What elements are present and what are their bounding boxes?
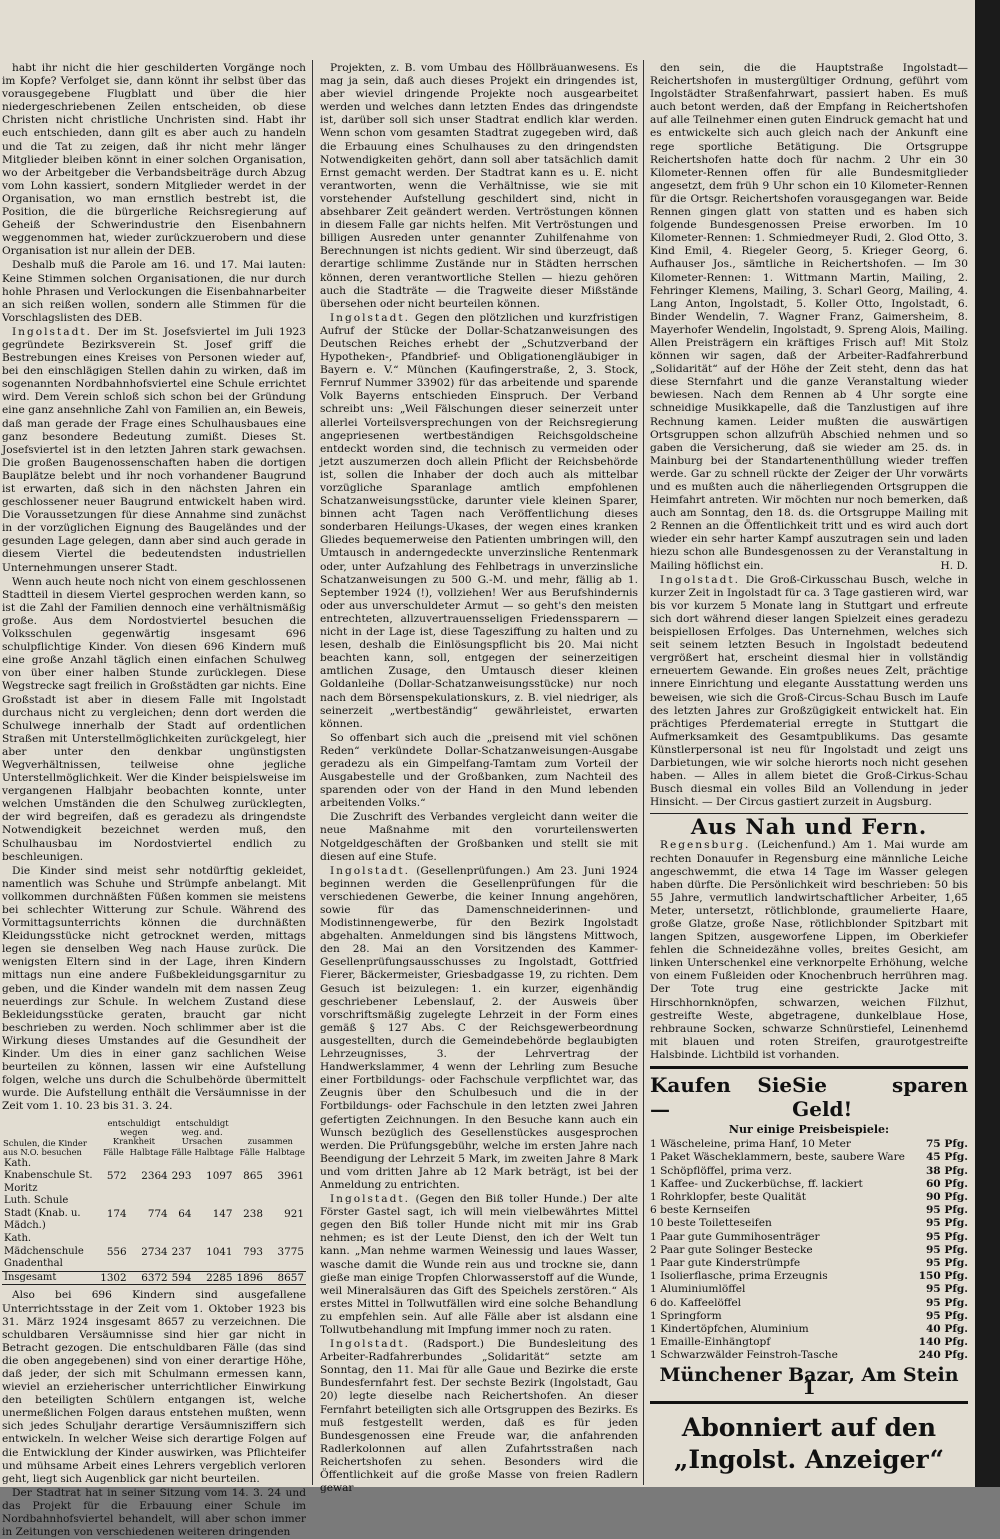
list-item [650, 1165, 968, 1178]
table-group-header: entschuldigt wegen Krankheit [107, 1117, 161, 1146]
item-name: 2 Paar gute Solinger Bestecke [650, 1243, 813, 1256]
article-text: Der im St. Josefsviertel im Juli 1923 gegründete Bezirksverein St. Josef griff die Bestrebungen eines Kreises von Personen wieder auf, bei den einschlägigen Stellen dahin zu wirken, daß im sogenannten Nordbahnhofsviertel eine Schule errichtet wird. Dem Verein schloß sich schon bei der Gründung eine ganz ansehnliche Zahl von Familien an, ein Beweis, daß man gerade der Frage eines Schulhausbaues eine ganz besondere Bedeutung zumißt. Dieses St. Josefsviertel ist in den letzten Jahren stark gewachsen. Die großen Baugenossenschaften haben die dortigen Bauplätze belebt und ihr noch vorhandener Baugrund ist erwarten, daß sich in den nächsten Jahren ein geschlossener neuer Baugrund entwickelt haben wird. Die Voraussetzungen für diese Annahme sind zunächst in der vorzüglichen Eignung des Baugeländes und der gesunden Lage gelegen, dann aber sind auch gerade in diesem Viertel die bedeutendsten industriellen Unternehmungen unserer Stadt. [2, 325, 306, 574]
list-item [650, 1151, 968, 1164]
item-price: 95 Pfg. [925, 1230, 968, 1243]
item-name: 1 Schöpflöffel, prima verz. [650, 1164, 792, 1177]
table-row [2, 1233, 306, 1271]
table-cell: 2285 [194, 1271, 235, 1285]
table-subheader: Halbtage [194, 1146, 234, 1157]
article-text: (Radsport.) Die Bundesleitung des Arbeiter-Radfahrerbundes „Solidarität“ setzte am Sonntag, den 11. Mai für alle Gaue und Bezirke die erste Bundesfernfahrt fest. Der sechste Bezirk (Ingolstadt, Gau 20) legte dieselbe nach Reichertshofen. An dieser Fernfahrt beteiligten sich alle Ortsgruppen des Bezirks. Es muß festgestellt werden, daß es für jeden Bundesgenossen eine Freude war, die anfahrenden Radlerkolonnen auf allen Zufahrtsstraßen nach Reichertshofen zu sehen. Besonders wird die Öffentlichkeit auf die große Masse von freien Radlern gewar [320, 1338, 638, 1495]
list-item [650, 1257, 968, 1270]
list-item [650, 1336, 968, 1349]
table-subheader: Fälle [239, 1146, 261, 1157]
dateline: Ingolstadt. [330, 311, 410, 324]
table-cell: 594 [171, 1271, 192, 1284]
dateline: Ingolstadt. [330, 1193, 410, 1206]
table-subheader: Halbtage [265, 1146, 305, 1157]
advertisement-bazar [650, 1073, 968, 1399]
table-group-header: entschuldigt weg. and. Ursachen [175, 1117, 229, 1146]
ad-headline-right: Sie sparen Geld! [792, 1073, 968, 1122]
list-item [650, 1323, 968, 1336]
item-name: 1 Paar gute Kinderstrümpfe [650, 1256, 801, 1269]
list-item [650, 1244, 968, 1257]
list-item [650, 1138, 968, 1151]
list-item [650, 1310, 968, 1323]
divider [650, 1066, 968, 1069]
table-cell: 1097 [206, 1170, 233, 1183]
list-item [650, 1283, 968, 1296]
list-item [650, 1217, 968, 1230]
article-paragraph [320, 865, 638, 1192]
article-paragraph: So offenbart sich auch die „preisend mit viel schönen Reden“ verkündete Dollar-Schatzanweisungen-Ausgabe geradezu als ein Gimpelfang-Tamtam zum Vorteil der Ausgabestelle und der Großbanken, zum Nachteil des sparenden oder von der Hand in den Mund lebenden arbeitenden Volks.“ [320, 731, 638, 810]
table-header-schools: Schulen, die Kinder aus N.O. besuchen [3, 1137, 87, 1157]
article-paragraph [320, 1338, 638, 1495]
list-item [650, 1178, 968, 1191]
author-signature: H. D. [940, 559, 968, 572]
item-price: 60 Pfg. [925, 1177, 968, 1190]
item-price: 40 Pfg. [925, 1322, 968, 1335]
ad-subtitle: Nur einige Preisbeispiele: [728, 1123, 890, 1137]
article-paragraph [2, 326, 306, 575]
item-name: 1 Schwarzwälder Feinstroh-Tasche [650, 1349, 838, 1362]
list-item [650, 1231, 968, 1244]
table-cell: 147 [212, 1207, 233, 1220]
subscription-line-1: Abonniert auf den [681, 1412, 937, 1442]
table-subheader: Fälle [103, 1146, 124, 1157]
list-item [650, 1349, 968, 1362]
table-cell: 3961 [277, 1170, 304, 1183]
table-cell: 238 [243, 1207, 263, 1220]
row-label: Kath. Knabenschule St. Moritz [4, 1157, 93, 1194]
item-price: 45 Pfg. [925, 1151, 968, 1164]
table-cell: 2364 [141, 1170, 168, 1183]
table-cell: 865 [243, 1170, 263, 1183]
article-paragraph: Wenn auch heute noch nicht von einem geschlossenen Stadtteil in diesem Viertel gesprochen werden kann, so ist die Zahl der Familien dennoch eine verhältnismäßig große. Aus dem Nordostviertel besuchen die Volksschulen gegenwärtig insgesamt 696 schulpflichtige Kinder. Von diesen 696 Kindern muß eine große Anzahl täglich einen einfachen Schulweg von über einer halben Stunde zurücklegen. Diese Wegstrecke sagt freilich in Großstädten gar nichts. Eine Großstadt ist aber in diesem Falle mit Ingolstadt durchaus nicht zu vergleichen; denn dort werden die Schulwege innerhalb der Stadt auf ordentlichen Straßen mit Unterstellmöglichkeiten zurückgelegt, hier aber unter den denkbar ungünstigsten Wegverhältnissen, teilweise ohne jegliche Unterstellmöglichkeit. Wer die Kinder beispielsweise im vergangenen Halbjahr beobachten konnte, unter welchen Umständen die den Schulweg zurücklegten, der wird begreifen, daß es geradezu als dringendste Notwendigkeit bezeichnet werden muß, den Schulhausbau im Nordostviertel endlich zu beschleunigen. [2, 575, 306, 863]
subscription-notice [650, 1412, 968, 1476]
dateline: Ingolstadt. [330, 864, 410, 877]
article-paragraph: Die Zuschrift des Verbandes vergleicht dann weiter die neue Maßnahme mit den vorurteilenswerten Notgeldgeschäften der Großbanken und stellt sie mit diesen auf eine Stufe. [320, 811, 638, 863]
article-paragraph [650, 62, 968, 573]
item-name: 10 beste Toiletteseifen [650, 1217, 772, 1230]
article-paragraph: habt ihr nicht die hier geschilderten Vorgänge noch im Kopfe? Verfolget sie, dann könnt ihr selbst über das vorausgegebene Flugblatt und über die hier niedergeschriebenen Zeilen entscheiden, ob diese Christen nicht christliche Unchristen sind. Habt ihr euch entschieden, dann gilt es aber auch zu handeln und die Tat zu zeigen, daß ihr nicht mehr länger Mitglieder bleiben könnt in einer solchen Organisation, wo der Arbeitgeber die Verbandsbeiträge durch Abzug vom Lohn kassiert, sondern Mitglieder werdet in der Organisation, wo man ernstlich bestrebt ist, die Position, die die bürgerliche Reichsregierung auf Geheiß der Schwerindustrie den Eisenbahnern weggenommen hat, wieder zurückzuerobern und diese Organisation ist nur allein der DEB. [2, 62, 306, 258]
divider [650, 1401, 968, 1404]
article-paragraph: Also bei 696 Kindern sind ausgefallene Unterrichtsstage in der Zeit vom 1. Oktober 1923 bis 31. März 1924 insgesamt 8657 zu verzeichnen. Die schuldbaren Versäumnisse sind hier gar nicht in Betracht gezogen. Die entschuldbaren Fälle (das sind die oben angegebenen) sind von einer derartige Höhe, daß jeder, der sich mit Schulmann ermessen kann, wieviel an erzieherischer unterrichtlicher Einwirkung den beteiligten Schülern entgangen ist, welche unermeßlichen Folgen daraus entstehen mußten, wenn sich jedes Schuljahr derartige Versäumnisziffern sich entwickeln. In welcher Weise sich derartige Folgen auf die Entwicklung der Kinder auswirken, was Pflichteifer und mühsame Arbeit eines Lehrers vergeblich verloren geht, liegt sich Augenblick gar nicht beurteilen. [2, 1289, 306, 1485]
item-price: 95 Pfg. [925, 1204, 968, 1217]
column-rule [312, 60, 313, 1485]
row-label: Luth. Schule Stadt (Knab. u. Mädch.) [4, 1195, 81, 1232]
article-paragraph [650, 839, 968, 1062]
item-price: 95 Pfg. [925, 1283, 968, 1296]
article-paragraph [320, 1193, 638, 1337]
item-price: 95 Pfg. [925, 1296, 968, 1309]
absence-statistics-table [2, 1118, 306, 1286]
table-cell: 1896 [236, 1271, 263, 1284]
article-paragraph [650, 574, 968, 810]
table-row [2, 1158, 306, 1196]
list-item [650, 1270, 968, 1283]
item-price: 38 Pfg. [925, 1164, 968, 1177]
subscription-line-2: „Ingolst. Anzeiger“ [674, 1444, 944, 1474]
table-cell: 921 [284, 1207, 304, 1220]
table-subheader: Halbtage [129, 1146, 169, 1157]
item-price: 95 Pfg. [925, 1217, 968, 1230]
article-paragraph: Die Kinder sind meist sehr notdürftig gekleidet, namentlich was Schuhe und Strümpfe anbelangt. Mit vollkommen durchnäßten Füßen kommen sie meistens bei schlechter Witterung zur Schule. Während des Vormittagsunterrichts können die durchnäßten Kleidungsstücke nicht getrocknet werden, mittags legen sie denselben Weg nach Hause zurück. Die wenigsten Eltern sind in der Lage, ihren Kindern mittags nun eine andere Fußbekleidungsgarnitur zu geben, und die Kinder wandeln mit dem nassen Zeug neuerdings zur Schule. In welchem Zustand diese Bekleidungsstücke geraten, braucht gar nicht beschrieben zu werden. Noch schlimmer aber ist die Wirkung dieses Umstandes auf die Gesundheit der Kinder. Um dies in einer ganz sachlichen Weise beurteilen zu können, lassen wir eine Aufstellung folgen, welche uns durch die Schulbehörde übermittelt wurde. Die Aufstellung enthält die Versäumnisse in der Zeit vom 1. 10. 23 bis 31. 3. 24. [2, 864, 306, 1113]
table-cell: 237 [171, 1245, 192, 1258]
column-2 [320, 62, 638, 1495]
article-text: den sein, die die Hauptstraße Ingolstadt—Reichertshofen in mustergültiger Ordnung, geführt vom Ingolstädter Straßenfahrwart, passiert haben. Es muß auch betont werden, daß der Empfang in Reichertshofen auf alle Teilnehmer einen guten Eindruck gemacht hat und es entwickelte sich auch gleich nach der Ankunft eine rege sportliche Betätigung. Die Ortsgruppe Reichertshofen hatte doch für nachm. 2 Uhr ein 30 Kilometer-Rennen offen für alle Bundesmitglieder angesetzt, dem früh 9 Uhr schon ein 10 Kilometer-Rennen für die Ortsgr. Reichertshofen vorausgegangen war. Beide Rennen gingen glatt von statten und es haben sich folgende Bundesgenossen Preise erworben. Im 10 Kilometer-Rennen: 1. Schmiedmeyer Rudi, 2. Glod Otto, 3. Kind Emil, 4. Riegeler Georg, 5. Krieger Georg, 6. Aufhauser Jos., sämtliche in Reichertshofen. — Im 30 Kilometer-Rennen: 1. Wittmann Martin, Mailing, 2. Fehringer Klemens, Mailing, 3. Scharl Georg, Mailing, 4. Lang Anton, Ingolstadt, 5. Koller Otto, Ingolstadt, 6. Binder Wendelin, 7. Wagner Franz, Gaimersheim, 8. Mayerhofer Wendelin, Ingolstadt, 9. Spreng Alois, Mailing. Allen Preisträgern ein kräftiges Frisch auf! Mit Stolz können wir sagen, daß der Arbeiter-Radfahrerbund „Solidarität“ auf der Höhe der Zeit steht, denn das hat diese Sternfahrt und die ganze Veranstaltung wieder bewiesen. Nach dem Rennen ab 4 Uhr sorgte eine schneidige Musikkapelle, daß die Tanzlustigen auf ihre Rechnung kamen. Leider mußten die auswärtigen Ortsgruppen schon allzufrüh Abschied nehmen und so gaben die Versicherung, daß sie wieder am 25. ds. in Mainburg bei der Standartenenthüllung wieder treffen werde. Gar zu schnell rückte der Zeiger der Uhr vorwärts und es mußten auch die näherliegenden Ortsgruppen die Heimfahrt antreten. Wir möchten nur noch bemerken, daß auch am Sonntag, den 18. ds. die Ortsgruppe Mailing mit 2 Rennen an die Öffentlichkeit tritt und es wird auch dort wieder ein sehr harter Kampf auszutragen sein und laden hiezu schon alle Bundesgenossen zu der Veranstaltung in Mailing höflichst ein. [650, 62, 968, 572]
table-cell: 556 [106, 1245, 127, 1258]
table-row [2, 1195, 306, 1233]
ad-shop-name: Münchener Bazar, Am Stein 1 [659, 1363, 959, 1399]
article-paragraph: Der Stadtrat hat in seiner Sitzung vom 14. 3. 24 und das Projekt für die Erbauung einer Schule im Nordbahnhofsviertel behandelt, will aber schon immer in Zeitungen von verschiedenen weiteren dringenden [2, 1486, 306, 1539]
item-name: 1 Emaille-Einhängtopf [650, 1336, 771, 1349]
table-group-header: zusammen [247, 1135, 293, 1146]
dateline: Ingolstadt. [330, 1338, 410, 1351]
table-cell: 6372 [129, 1271, 170, 1285]
table-cell: 64 [178, 1207, 192, 1220]
section-heading: Aus Nah und Fern. [690, 814, 928, 840]
item-name: 6 beste Kernseifen [650, 1204, 751, 1217]
table-cell: 8657 [265, 1271, 306, 1285]
table-cell: 3775 [277, 1245, 304, 1258]
list-item [650, 1297, 968, 1310]
row-label: Kath. Mädchenschule Gnadenthal [4, 1233, 84, 1270]
item-price: 90 Pfg. [925, 1190, 968, 1203]
article-text: (Gesellenprüfungen.) Am 23. Juni 1924 beginnen werden die Gesellenprüfungen für die verschiedenen Gewerbe, die keiner Innung angehören, sowie für das Damenschneiderinnen- und Modistinnengewerbe, für den Bezirk Ingolstadt abgehalten. Anmeldungen sind bis längstens Mittwoch, den 28. Mai an den Vorsitzenden des Kammer-Gesellenprüfungsausschusses zu Ingolstadt, Gottfried Fierer, Bäckermeister, Griesbadgasse 19, zu richten. Dem Gesuch ist beizulegen: 1. ein kurzer, eigenhändig geschriebener Lebenslauf, 2. der Ausweis über vorschriftsmäßig zugelegte Lehrzeit in der Form eines gemäß § 127 Abs. C der Reichsgewerbeordnung ausgestellten, durch die Gemeindebehörde beglaubigten Lehrzeugnisses, 3. der Lehrvertrag der Handwerkslammer, 4 wenn der Lehrling zum Besuche einer Fortbildungs- oder Fachschule verpflichtet war, das Zeugnis über den Schulbesuch und die in der Fortbildungs- oder Fachschule in den letzten zwei Jahren gefertigten Zeichnungen. In den Besuche kann auch ein Wunsch bezüglich des Gesellenstückes ausgesprochen werden. Die Prüfungsgebühr, welche im ersten Jahre nach Beendigung der Lehrzeit 5 Mark, im zweiten Jahre 8 Mark und vom dritten Jahre ab 12 Mark beträgt, ist bei der Anmeldung zu entrichten. [320, 864, 638, 1191]
item-name: 1 Paket Wäscheklammern, beste, saubere Ware [650, 1151, 905, 1164]
dateline: Ingolstadt. [660, 573, 740, 586]
table-total-row [2, 1271, 306, 1285]
table-cell: 774 [147, 1207, 168, 1220]
page-edge-shadow [975, 0, 1000, 1487]
article-text: (Leichenfund.) Am 1. Mai wurde am rechten Donauufer in Regensburg eine männliche Leiche angeschwemmt, die etwa 14 Tage im Wasser gelegen haben dürfte. Die Persönlichkeit wird beschrieben: 50 bis 55 Jahre, vermutlich landwirtschaftlicher Arbeiter, 1,65 Meter, untersetzt, rötlichblonde, graumelierte Haare, große Glatze, große Nase, rötlichblonder Spitzbart mit langen Spitzen, ausgeworfene Lippen, im Oberkiefer fehlen die Schneidezähne volles, breites Gesicht, am linken Unterschenkel eine verknorpelte Erhöhung, welche von einem Fußleiden oder Knochenbruch herrühren mag. Der Tote trug eine gestrickte Jacke mit Hirschhornknöpfen, schwarzen, weichen Filzhut, gestreifte Weste, abgetragene, dunkelblaue Hose, rehbraune Socken, schwarze Schnürstiefel, Leinenhemd mit blauen und roten Streifen, graurotgestreifte Halsbinde. Lichtbild ist vorhanden. [650, 839, 968, 1061]
item-price: 95 Pfg. [925, 1309, 968, 1322]
article-paragraph: Deshalb muß die Parole am 16. und 17. Mai lauten: Keine Stimmen solchen Organisationen, die nur durch hohle Phrasen und Verlockungen die Eisenbahnarbeiter an sich reißen wollen, sondern alle Stimmen für die Vorschlagslisten des DEB. [2, 259, 306, 324]
item-name: 1 Kindertöpfchen, Aluminium [650, 1322, 809, 1335]
dateline: Regensburg. [660, 839, 751, 852]
item-price: 95 Pfg. [925, 1256, 968, 1269]
table-subheader: Fälle [171, 1146, 192, 1157]
table-cell: 793 [243, 1245, 263, 1258]
ad-headline-left: Kaufen Sie — [650, 1073, 793, 1122]
table-cell: 1041 [206, 1245, 233, 1258]
item-price: 140 Pfg. [918, 1336, 968, 1349]
price-list [650, 1138, 968, 1362]
table-cell: 293 [171, 1170, 192, 1183]
table-cell: 174 [106, 1207, 127, 1220]
column-rule [643, 60, 644, 1485]
item-price: 150 Pfg. [918, 1270, 968, 1283]
list-item [650, 1204, 968, 1217]
item-name: 1 Aluminiumlöffel [650, 1283, 746, 1296]
row-label: Insgesamt [2, 1271, 98, 1285]
item-name: 1 Springform [650, 1309, 722, 1322]
article-text: (Gegen den Biß toller Hunde.) Der alte Förster Gastel sagt, ich will mein vielbewährtes Mittel gegen den Biß toller Hunde nicht mit mir ins Grab nehmen; es ist der Leute Dienst, den ich der Welt tun kann. „Man nehme warmen Weinessig und laues Wasser, wasche damit die Wunde rein aus und trockne sie, dann gieße man einige Tropfen Chlorwasserstoff auf die Wunde, weil Mineralsäuren das Gift des Speichels zerstören.“ Als erstes Mittel in Tollwutfällen wird eine solche Behandlung zu empfehlen sein. Auf alle Fälle aber ist alsdann eine Tollwutbehandlung mit Impfung immer noch zu raten. [320, 1193, 638, 1336]
item-price: 95 Pfg. [925, 1243, 968, 1256]
article-text: Gegen den plötzlichen und kurzfristigen Aufruf der Stücke der Dollar-Schatzanweisungen des Deutschen Reiches erhebt der „Schutzverband der Hypotheken-, Pfandbrief- und Obligationengläubiger in Bayern e. V.“ München (Kaufingerstraße, 2, 3. Stock, Fernruf Nummer 33902) für das arbeitende und sparende Volk Bayerns entschieden Einspruch. Der Verband schreibt uns: „Weil Fälschungen dieser seinerzeit unter allerlei Vorteilsversprechungen von der Reichsregierung angepriesenen wertbeständigen Reichsgoldscheine entdeckt worden sind, die technisch zu vermeiden oder jetzt auszumerzen doch allein Pflicht der Reichsbehörde ist, sollen die Inhaber der doch auch als mittelbar vorzügliche Sparanlage amtlich empfohlenen Schatzanweisungsstücke, darunter viele kleinen Sparer, binnen acht Tagen nach Veröffentlichung dieses sonderbaren Heilungs-Ukases, der wegen eines kranken Gliedes bequemerweise den Patienten umbringen will, den Umtausch in anderngedeckte unverzinsliche Rentenmark oder, unter Aufzahlung des Fehlbetrags in unverzinsliche Schatzanweisungen zu 500 G.-M. und mehr, fällig ab 1. September 1924 (!), vollziehen! Wer aus Berufshindernis oder aus unverschuldeter Armut — so geht's den meisten entrechteten, allzuvertrauensseligen Friedenssparern — nicht in der Lage ist, diese Tagesziffung zu halten und zu lesen, deshalb die Einlösungspflicht bis 20. Mai nicht beachten kann, soll, entgegen der seinerzeitigen amtlichen Zusage, den Umtausch dieser kleinen Goldanleihe (Dollar-Schatzanweisungsstücke) nur noch nach dem Börsenspekulationskurs, z. B. viel niedriger, als seinerzeit „wertbeständig“ gewährleistet, erwarten können. [320, 311, 638, 730]
item-name: 1 Wäscheleine, prima Hanf, 10 Meter [650, 1138, 851, 1151]
article-paragraph [320, 312, 638, 731]
item-price: 75 Pfg. [925, 1138, 968, 1151]
item-name: 6 do. Kaffeelöffel [650, 1296, 742, 1309]
ad-headline [650, 1073, 968, 1121]
list-item [650, 1191, 968, 1204]
dateline: Ingolstadt. [12, 325, 92, 338]
article-text: Die Groß-Cirkusschau Busch, welche in kurzer Zeit in Ingolstadt für ca. 3 Tage gastieren wird, war bis vor kurzem 5 Monate lang in Stuttgart und erfreute sich dort während dieser langen Spielzeit eines geradezu beispiellosen Erfolges. Das Unternehmen, welches sich seit seinem letzten Besuch in Ingolstadt bedeutend vergrößert hat, erscheint diesmal hier in vollständig erneuertem Gewande. Ein großes neues Zelt, prächtige innere Einrichtung und elegante Ausstattung werden uns beweisen, wie sich die Groß-Circus-Schau Busch im Laufe des letzten Jahres zur Großzügigkeit entwickelt hat. Ein prächtiges Pferdematerial erregte in Stuttgart die Aufmerksamkeit des Gesamtpublikums. Das gesamte Künstlerpersonal ist neu für Ingolstadt und zeigt uns Darbietungen, wie wir solche hierorts noch nicht gesehen haben. — Alles in allem bietet die Groß-Cirkus-Schau Busch diesmal ein volles Bild an Vollendung in jeder Hinsicht. — Der Circus gastiert zurzeit in Augsburg. [650, 573, 968, 809]
item-name: 1 Paar gute Gummihosenträger [650, 1230, 820, 1243]
item-name: 1 Rohrklopfer, beste Qualität [650, 1190, 806, 1203]
table-cell: 1302 [100, 1271, 127, 1284]
column-1 [2, 62, 306, 1539]
column-3 [650, 62, 968, 1482]
item-name: 1 Isolierflasche, prima Erzeugnis [650, 1270, 828, 1283]
table-cell: 572 [106, 1170, 127, 1183]
item-name: 1 Kaffee- und Zuckerbüchse, ff. lackiert [650, 1177, 863, 1190]
table-cell: 2734 [141, 1245, 168, 1258]
item-price: 240 Pfg. [918, 1349, 968, 1362]
article-paragraph: Projekten, z. B. vom Umbau des Höllbräuanwesens. Es mag ja sein, daß auch dieses Projekt ein dringendes ist, aber wieviel dringende Projekte noch ausgearbeitet werden und welches dann letzten Endes das dringendste ist, darüber soll sich unser Stadtrat endlich klar werden. Wenn schon vom gesamten Stadtrat zugegeben wird, daß die Erbauung eines Schulhauses zu den dringendsten Notwendigkeiten gehört, dann soll aber tatsächlich damit Ernst gemacht werden. Der Stadtrat kann es u. E. nicht verantworten, wenn die Verhältnisse, wie sie mit vorstehender Aufstellung geschildert sind, nicht in absehbarer Zeit geändert werden. Vertröstungen können in diesem Falle gar nichts helfen. Mit Vertröstungen und billigen Ausreden unter genannter Zuhilfenahme von Berechnungen ist nichts gedient. Wir sind überzeugt, daß derartige schlimme Zustände nur in Städten herrschen können, deren verantwortliche Stellen — hiezu gehören auch die Stadträte — die Tragweite dieser Mißstände übersehen oder nicht beurteilen können. [320, 62, 638, 310]
